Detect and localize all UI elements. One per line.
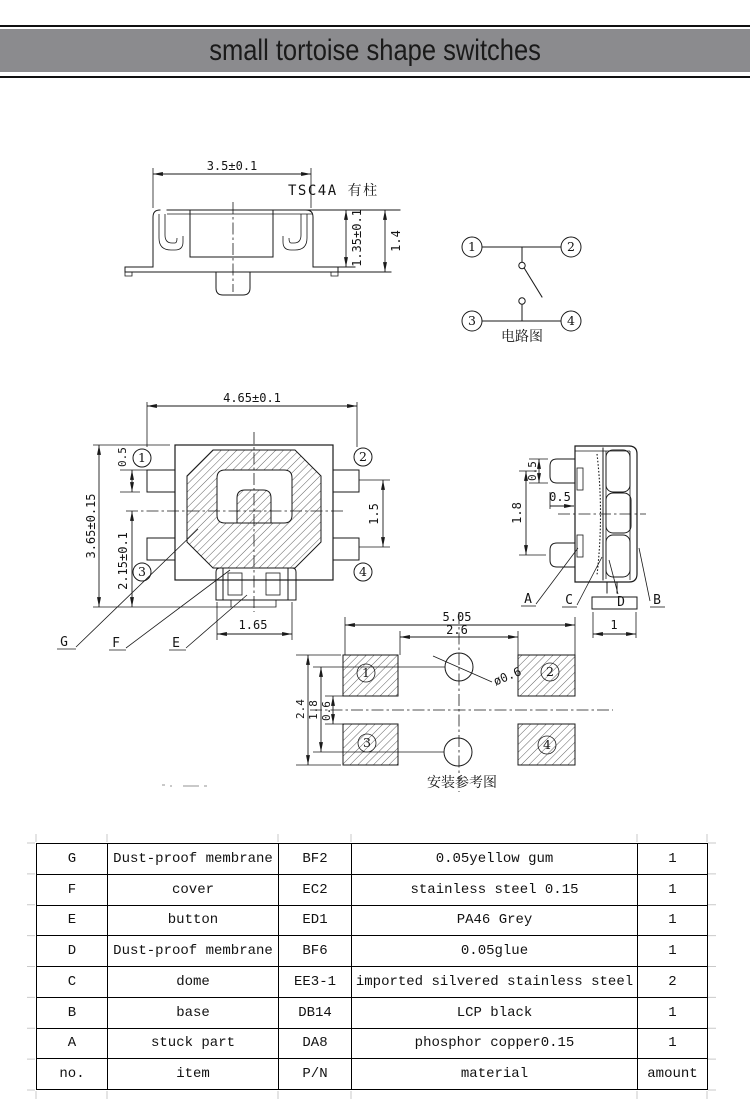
dim-label-tab-offset: 0.5	[116, 447, 129, 467]
model-label: TSC4A 有柱	[288, 183, 379, 199]
pad-number: 4	[543, 737, 551, 752]
pad-number: 1	[362, 665, 370, 680]
pad-1	[343, 655, 398, 696]
page-title: small tortoise shape switches	[209, 33, 541, 67]
figure-top-view	[57, 391, 390, 651]
cell-item: button	[108, 905, 279, 936]
leader-label: D	[617, 595, 625, 610]
pin-number: 2	[567, 239, 575, 254]
dim-label-height: 3.65±0.15	[84, 493, 98, 559]
pin-number: 2	[359, 449, 367, 464]
figure-caption: 安装参考图	[427, 775, 497, 791]
table-row	[37, 936, 708, 967]
dim-label-tab-span: 1.8	[510, 502, 524, 524]
table-row	[37, 1028, 708, 1059]
dim-label-height-inner: 1.35±0.1	[350, 209, 364, 267]
pin-number: 1	[468, 239, 476, 254]
cell-pn: ED1	[279, 905, 352, 936]
dim-label-height-total: 1.4	[389, 230, 403, 252]
dim-label-pad-gap: 0.6	[320, 701, 333, 721]
cell-pn: EC2	[279, 874, 352, 905]
cell-no: C	[37, 967, 108, 998]
pad-number: 3	[363, 735, 371, 750]
cell-amount: 1	[638, 936, 708, 967]
table-header-row	[37, 1059, 708, 1090]
dim-label-width: 3.5±0.1	[206, 159, 258, 173]
cell-amount: 1	[638, 997, 708, 1028]
dim-label-stem-width: 1.65	[238, 618, 268, 632]
dim-label-tab-height: 0.5	[526, 461, 539, 481]
table-row	[37, 905, 708, 936]
cell-item: stuck part	[108, 1028, 279, 1059]
dim-label-tab-pitch: 1.5	[367, 503, 381, 525]
cell-item: dome	[108, 967, 279, 998]
pin-number: 4	[567, 313, 575, 328]
cell-pn: DA8	[279, 1028, 352, 1059]
table-row	[37, 874, 708, 905]
cell-no: A	[37, 1028, 108, 1059]
cell-no: F	[37, 874, 108, 905]
cell-item: Dust-proof membrane	[108, 936, 279, 967]
dim-label-hole-pitch: 1.8	[307, 700, 320, 720]
mounting-hole	[444, 738, 472, 766]
faint-artifact	[162, 784, 207, 787]
cell-material: phosphor copper0.15	[352, 1028, 638, 1059]
cell-material: imported silvered stainless steel	[352, 967, 638, 998]
cell-amount: 1	[638, 844, 708, 875]
cell-pn: DB14	[279, 997, 352, 1028]
dim-label-outer-height: 2.4	[294, 699, 307, 719]
leader-label: F	[112, 636, 120, 651]
dim-label-tab-depth: 0.5	[549, 490, 571, 504]
cell-pn-header: P/N	[279, 1059, 352, 1090]
figure-caption: 电路图	[501, 329, 543, 345]
pin-number: 3	[138, 564, 146, 579]
cell-no: E	[37, 905, 108, 936]
figure-pcb-layout	[162, 610, 613, 792]
leader-label: C	[565, 593, 573, 608]
leader-label: E	[172, 636, 180, 651]
pin-number: 4	[359, 564, 367, 579]
cell-pn: BF6	[279, 936, 352, 967]
cell-material: LCP black	[352, 997, 638, 1028]
cell-no-header: no.	[37, 1059, 108, 1090]
cell-item: Dust-proof membrane	[108, 844, 279, 875]
pad-number: 2	[546, 664, 554, 679]
pin-number: 3	[468, 313, 476, 328]
parts-table	[36, 843, 708, 1090]
dim-label-foot-width: 1	[610, 618, 618, 632]
pin-number: 1	[138, 450, 146, 465]
cell-item-header: item	[108, 1059, 279, 1090]
cell-pn: BF2	[279, 844, 352, 875]
figure-side-view	[510, 446, 665, 638]
cell-material: 0.05glue	[352, 936, 638, 967]
table-row	[37, 967, 708, 998]
cell-material: stainless steel 0.15	[352, 874, 638, 905]
table-row	[37, 844, 708, 875]
cell-no: G	[37, 844, 108, 875]
cell-item: base	[108, 997, 279, 1028]
leader-label: G	[60, 635, 68, 650]
cell-material-header: material	[352, 1059, 638, 1090]
cell-amount: 2	[638, 967, 708, 998]
dim-label-outer-width: 5.05	[442, 610, 472, 624]
dim-label-lower: 2.15±0.1	[116, 532, 130, 590]
leader-label: B	[653, 593, 661, 608]
cell-no: D	[37, 936, 108, 967]
dim-label-width: 4.65±0.1	[223, 391, 281, 405]
cell-material: 0.05yellow gum	[352, 844, 638, 875]
cell-pn: EE3-1	[279, 967, 352, 998]
cell-no: B	[37, 997, 108, 1028]
cell-amount: 1	[638, 905, 708, 936]
table-row	[37, 997, 708, 1028]
dome-section-arc	[597, 454, 601, 575]
figure-front-view	[125, 159, 403, 295]
cell-material: PA46 Grey	[352, 905, 638, 936]
cell-amount-header: amount	[638, 1059, 708, 1090]
figure-circuit-diagram	[462, 237, 581, 345]
dim-label-hole-diameter: ø0.6	[491, 664, 524, 689]
leader-label: A	[524, 592, 532, 607]
cell-amount: 1	[638, 874, 708, 905]
cell-amount: 1	[638, 1028, 708, 1059]
cell-item: cover	[108, 874, 279, 905]
dim-label-inner-width: 2.6	[446, 623, 468, 637]
